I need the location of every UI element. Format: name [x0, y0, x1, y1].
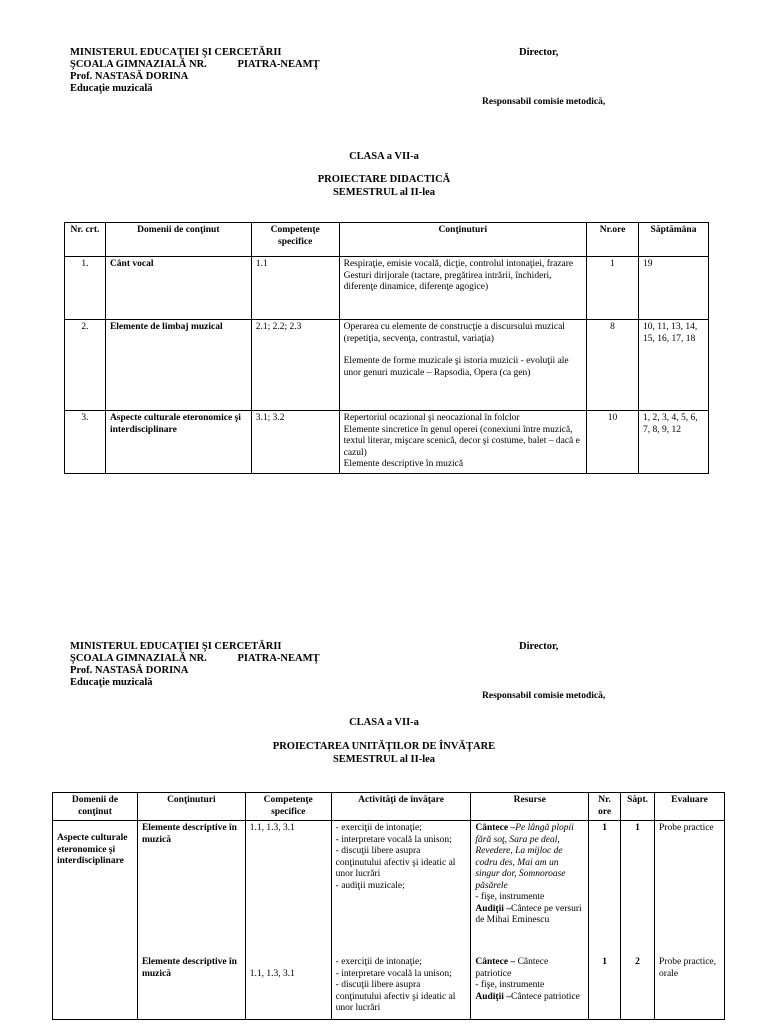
- col-activities: Activităţi de învăţare: [331, 793, 471, 821]
- activity-line: - audiţii muzicale;: [335, 880, 405, 891]
- col-week: Săpt.: [621, 793, 655, 821]
- commission-label: Responsabil comisie metodică,: [482, 691, 606, 701]
- subject-name: Educaţie muzicală: [70, 677, 153, 688]
- section2-semester: SEMESTRUL al II-lea: [332, 754, 436, 765]
- row-week: 1: [621, 821, 655, 944]
- activity-line: - discuţii libere asupra conţinutului afectiv şi ideatic al unor lucrări: [335, 846, 456, 879]
- row-hours: 1: [587, 257, 639, 320]
- content-spacer: [344, 345, 582, 356]
- audition-text: Cântece patriotice: [510, 991, 580, 1002]
- row-hours: 10: [587, 411, 639, 474]
- director-label: Director,: [519, 641, 559, 652]
- school-label: ŞCOALA GIMNAZIALĂ NR.: [70, 59, 207, 70]
- table-row: [65, 257, 709, 320]
- row-domain: Cânt vocal: [105, 257, 251, 320]
- table-header-row: [65, 223, 709, 257]
- section1-title: PROIECTARE DIDACTICĂ: [317, 174, 451, 185]
- row-contents: [339, 411, 586, 474]
- row-resources: [471, 821, 589, 944]
- row-nr: 1.: [65, 257, 106, 320]
- audition-label: Audiţii –: [475, 991, 511, 1002]
- songs-list: Cântece patriotice: [475, 957, 549, 979]
- row-activities: [331, 943, 471, 1020]
- col-nr: Nr. crt.: [65, 223, 106, 257]
- class-title: CLASA a VII-a: [349, 151, 419, 162]
- row-competences: 2.1; 2.2; 2.3: [251, 320, 339, 411]
- col-competences: Competenţe specifice: [251, 223, 339, 257]
- section1-semester: SEMESTRUL al II-lea: [332, 187, 436, 198]
- row-week: 2: [621, 943, 655, 1020]
- school-city: PIATRA-NEAMŢ: [237, 653, 320, 664]
- content-line: Operarea cu elemente de construcţie a discursului muzical (repetiţia, secvenţa, contrastul, variaţia): [343, 322, 565, 344]
- tools-line: - fişe, instrumente: [475, 980, 545, 990]
- row-domain: Aspecte culturale eteronomice şi interdisciplinare: [105, 411, 251, 474]
- col-contents: Conţinuturi: [137, 793, 245, 821]
- songs-label: Cântece –: [475, 957, 516, 967]
- tools-line: - fişe, instrumente: [475, 892, 545, 902]
- row-domain: Aspecte culturale eteronomice şi interdisciplinare: [53, 821, 138, 1020]
- row-contents: [339, 320, 586, 411]
- section2-title: PROIECTAREA UNITĂŢILOR DE ÎNVĂŢARE: [272, 741, 496, 752]
- activity-line: - discuţii libere asupra conţinutului afectiv şi ideatic al unor lucrări: [335, 980, 456, 1013]
- audition-label: Audiţii –: [475, 903, 511, 914]
- col-hours: Nr. ore: [589, 793, 621, 821]
- col-contents: Conţinuturi: [339, 223, 586, 257]
- row-competences: 3.1; 3.2: [251, 411, 339, 474]
- row-hours: 8: [587, 320, 639, 411]
- row-domain: Elemente de limbaj muzical: [105, 320, 251, 411]
- col-competences: Competenţe specifice: [245, 793, 331, 821]
- content-line: Respiraţie, emisie vocală, dicţie, controlul intonaţiei, frazare: [343, 259, 574, 269]
- audition-text: Cântece pe versuri de Mihai Eminescu: [475, 903, 582, 925]
- table-row: [53, 943, 725, 1020]
- ministry-name: MINISTERUL EDUCAŢIEI ŞI CERCETĂRII: [70, 641, 282, 652]
- school-name: [70, 653, 320, 665]
- content-line: Repertoriul ocazional şi neocazional în folclor: [343, 413, 520, 423]
- row-competences: 1.1, 1.3, 3.1: [245, 943, 331, 1020]
- content-line: Gesturi dirijorale (tactare, pregătirea intrării, închideri, diferenţe dinamice, diferenţe agogice): [343, 270, 552, 292]
- row-contents: Elemente descriptive în muzică: [137, 943, 245, 1020]
- learning-units-table: [52, 792, 725, 1020]
- content-line: Elemente sincretice în genul operei (conexiuni între muzică, textul literar, mişcare scenică, decor şi costume, balet – dacă e cazul): [343, 424, 580, 458]
- school-city: PIATRA-NEAMŢ: [237, 59, 320, 70]
- songs-label: Cântece –: [475, 823, 516, 833]
- row-nr: 2.: [65, 320, 106, 411]
- school-name: [70, 59, 320, 71]
- didactic-table: [64, 222, 709, 474]
- activity-line: - exerciţii de intonaţie;: [335, 823, 422, 833]
- row-evaluation: Probe practice: [655, 821, 725, 944]
- activity-line: - interpretare vocală la unison;: [335, 834, 452, 845]
- content-line: Elemente de forme muzicale şi istoria muzicii - evoluţii ale unor genuri muzicale – Rapsodia, Opera (ca gen): [343, 356, 569, 378]
- row-hours: 1: [589, 943, 621, 1020]
- table-row: [65, 320, 709, 411]
- table-row: [53, 821, 725, 944]
- col-weeks: Săptămâna: [639, 223, 709, 257]
- row-contents: [339, 257, 586, 320]
- row-weeks: 1, 2, 3, 4, 5, 6, 7, 8, 9, 12: [639, 411, 709, 474]
- row-resources: [471, 943, 589, 1020]
- col-domain: Domenii de conţinut: [105, 223, 251, 257]
- subject-name: Educaţie muzicală: [70, 83, 153, 94]
- row-weeks: 19: [639, 257, 709, 320]
- content-line: Elemente descriptive în muzică: [343, 459, 464, 469]
- commission-label: Responsabil comisie metodică,: [482, 97, 606, 107]
- row-contents: Elemente descriptive în muzică: [137, 821, 245, 944]
- col-domain: Domenii de conţinut: [53, 793, 138, 821]
- col-resources: Resurse: [471, 793, 589, 821]
- row-weeks: 10, 11, 13, 14, 15, 16, 17, 18: [639, 320, 709, 411]
- row-activities: [331, 821, 471, 944]
- activity-line: - interpretare vocală la unison;: [335, 968, 452, 979]
- ministry-name: MINISTERUL EDUCAŢIEI ŞI CERCETĂRII: [70, 47, 282, 58]
- table-header-row: [53, 793, 725, 821]
- col-evaluation: Evaluare: [655, 793, 725, 821]
- row-hours: 1: [589, 821, 621, 944]
- row-competences: 1.1, 1.3, 3.1: [245, 821, 331, 944]
- teacher-name: Prof. NASTASĂ DORINA: [70, 71, 189, 82]
- director-label: Director,: [519, 47, 559, 58]
- row-competences: 1.1: [251, 257, 339, 320]
- row-evaluation: Probe practice, orale: [655, 943, 725, 1020]
- activity-line: - exerciţii de intonaţie;: [335, 957, 422, 967]
- school-label: ŞCOALA GIMNAZIALĂ NR.: [70, 653, 207, 664]
- row-nr: 3.: [65, 411, 106, 474]
- table-row: [65, 411, 709, 474]
- songs-list: Pe lângă plopii fără soţ, Sara pe deal, Revedere, La mijloc de codru des, Mai am un singur dor, Somnoroase păsărele: [475, 823, 574, 891]
- col-hours: Nr.ore: [587, 223, 639, 257]
- teacher-name: Prof. NASTASĂ DORINA: [70, 665, 189, 676]
- class-title: CLASA a VII-a: [349, 717, 419, 728]
